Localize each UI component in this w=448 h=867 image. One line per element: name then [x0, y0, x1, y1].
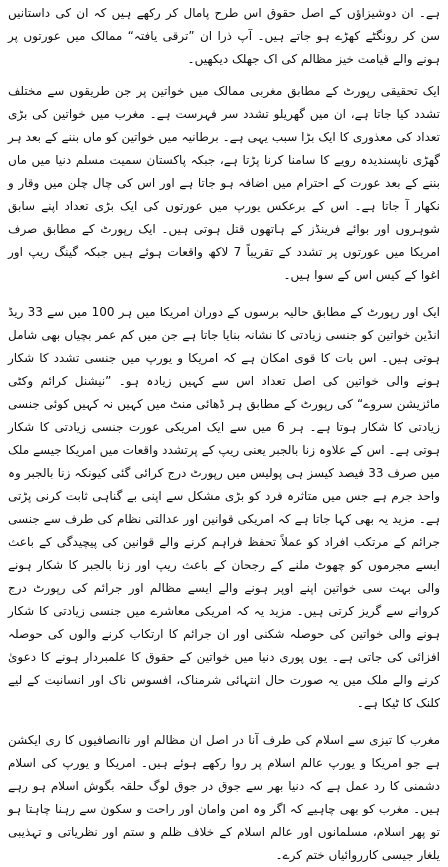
paragraph-gap [8, 287, 440, 301]
article-paragraph-3: ایک اور رپورٹ کے مطابق حالیہ برسوں کے دوران امریکا میں ہر 100 میں سے 33 ریڈ انڈین خواتین کو جنسی زیادتی کا نشانہ بنایا جاتا ہے جن میں کم عمر بچیاں بھی شامل ہوتی ہیں۔ اس بات کا قوی امکان ہے کہ امریکا و یورپ میں جنسی تشدد کا شکار ہونے والی خواتین کی اصل تعداد اس سے کہیں زیادہ ہو۔ ”نیشنل کرائم وکٹی مائزیشن سروے“ کی رپورٹ کے مطابق ہر ڈھائی منٹ میں کہیں نہ کہیں کوئی جنسی زیادتی کا شکار ہوتا ہے۔ ہر 6 میں سے ایک امریکی عورت جنسی زیادتی کا شکار ہوتی ہے۔ اس کے علاوہ زنا بالجبر یعنی ریپ کے پرتشدد واقعات میں امریکا جیسے ملک میں صرف 33 فیصد کیسز ہی پولیس میں رپورٹ درج کرائی گئی کیونکہ زنا بالجبر وہ واحد جرم ہے جس میں متاثرہ فرد کو بڑی مشکل سے اپنی بے گناہی ثابت کرنی پڑتی ہے۔ مزید یہ بھی کہا جاتا ہے کہ امریکی قوانین اور عدالتی نظام کی طرف سے جنسی جرائم کے مرتکب افراد کو عملاً تحفظ فراہم کرنے والے قوانین کی پیچیدگی کے باعث ایسے مجرموں کو چھوٹ ملنے کے رجحان کے باعث ریپ اور زنا بالجبر کا شکار ہونے والی بہت سی خواتین اپنے اوپر ہونے والے ایسے مظالم اور جرائم کی رپورٹ درج کروانے سے گریز کرتی ہیں۔ مزید یہ کہ امریکی معاشرے میں جنسی زیادتی کا شکار ہونے والی خواتین کی حوصلہ شکنی اور ان جرائم کا ارتکاب کرنے والوں کی حوصلہ افزائی کی جاتی ہے۔ یوں پوری دنیا میں خواتین کے حقوق کا علمبردار ہونے کا دعویٰ کرنے والے ملک میں یہ صورت حال انتہائی شرمناک، افسوس ناک اور انسانیت کے لیے کلنک کا ٹیکا ہے۔ [8, 305, 441, 710]
article-paragraph-2: ایک تحقیقی رپورٹ کے مطابق مغربی ممالک میں خواتین پر جن طریقوں سے مختلف تشدد کیا جاتا ہے، ان میں گھریلو تشدد سر فہرست ہے۔ مغرب میں خواتین کی بڑی تعداد کی معذوری کا ایک بڑا سبب یہی ہے۔ برطانیہ میں خواتین کو ماں بننے کے بعد ہر گھڑی ناپسندیدہ رویے کا سامنا کرنا پڑتا ہے، جبکہ پاکستان سمیت مسلم دنیا میں ماں بننے کے بعد عورت کے احترام میں اضافہ ہو جاتا ہے اور اس کی چال چلن میں وقار و نکھار آ جاتا ہے۔ اس کے برعکس یورپ میں عورتوں کی ایک بڑی تعداد اپنے سابق شوہروں اور بوائے فرینڈز کے ہاتھوں قتل ہوتی ہیں۔ ایک رپورٹ کے مطابق صرف امریکا میں عورتوں پر تشدد کے تقریباً 7 لاکھ واقعات ہوئے ہیں جبکہ گینگ ریپ اور اغوا کے کیس اس کے سوا ہیں۔ [8, 84, 440, 282]
article-paragraph-1: ہے۔ ان دوشیزاؤں کے اصل حقوق اس طرح پامال کر رکھے ہیں کہ ان کی داستانیں سن کر رونگٹے کھڑے ہو جاتے ہیں۔ آپ ذرا ان ”ترقی یافتہ“ ممالک میں عورتوں پر ہونے والے قیامت خیز مظالم کی اک جھلک دیکھیں۔ [8, 6, 440, 66]
paragraph-gap [8, 71, 440, 80]
article-paragraph-4: مغرب کا تیزی سے اسلام کی طرف آنا در اصل ان مظالم اور ناانصافیوں کا ری ایکشن ہے جو امریکا و یورپ عالم اسلام پر روا رکھے ہوئے ہیں۔ امریکا و یورپ کی اسلام دشمنی کا رد عمل ہے کہ دنیا بھر سے جوق در جوق لوگ حلقہ بگوش اسلام ہو رہے ہیں۔ مغرب کو بھی چاہیے کہ اگر وہ امن وامان اور راحت و سکون سے رہنا چاہتا ہو تو پھر اسلام، مسلمانوں اور عالم اسلام کے خلاف ظلم و ستم اور نظریاتی و تہذیبی یلغار جیسی کارروائیاں ختم کرے۔ [8, 733, 440, 862]
paragraph-gap [8, 715, 440, 729]
